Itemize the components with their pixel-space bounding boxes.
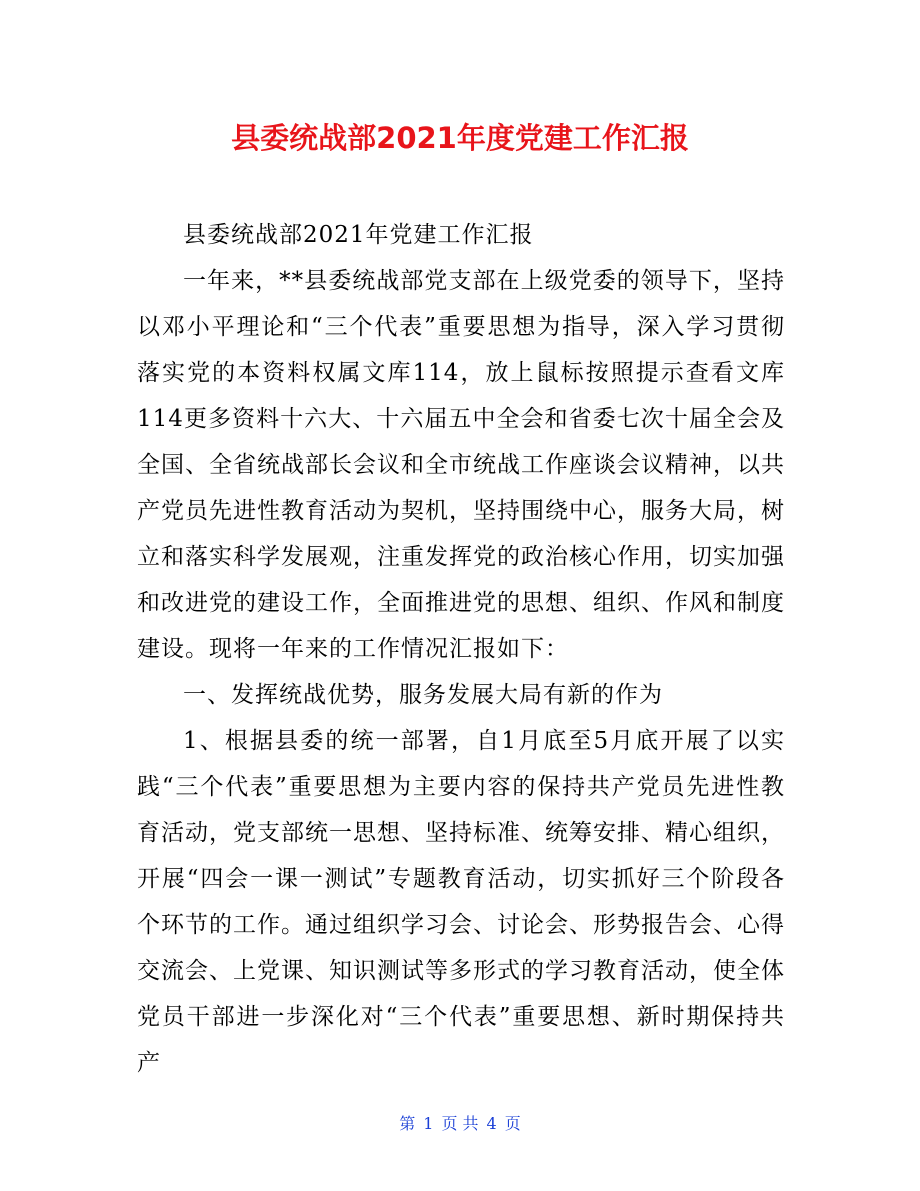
footer-page-number: 1 [423,1114,434,1133]
footer-prefix: 第 [399,1114,416,1133]
page-footer [0,1112,920,1136]
footer-suffix: 页 [504,1114,521,1133]
paragraph-subtitle: 县委统战部2021年党建工作汇报 [183,222,534,248]
document-body [137,212,785,1086]
document-title: 县委统战部2021年度党建工作汇报 [231,121,689,155]
footer-middle: 页 共 [441,1114,479,1133]
paragraph-intro: 一年来，**县委统战部党支部在上级党委的领导下，坚持以邓小平理论和“三个代表”重要思想为指导，深入学习贯彻落实党的本资料权属文库114，放上鼠标按照提示查看文库114更多资料十六大、十六届五中全会和省委七次十届全会及全国、全省统战部长会议和全市统战工作座谈会议精神，以共产党员先进性教育活动为契机，坚持围绕中心，服务大局，树立和落实科学发展观，注重发挥党的政治核心作用，切实加强和改进党的建设工作，全面推进党的思想、组织、作风和制度建设。现将一年来的工作情况汇报如下： [137,268,785,662]
paragraph-section-heading: 一、发挥统战优势，服务发展大局有新的作为 [183,682,663,708]
footer-total-pages: 4 [486,1114,497,1133]
paragraph-item-1: 1、根据县委的统一部署，自1月底至5月底开展了以实践“三个代表”重要思想为主要内容的保持共产党员先进性教育活动，党支部统一思想、坚持标准、统筹安排、精心组织，开展“四会一课一测试”专题教育活动，切实抓好三个阶段各个环节的工作。通过组织学习会、讨论会、形势报告会、心得交流会、上党课、知识测试等多形式的学习教育活动，使全体党员干部进一步深化对“三个代表”重要思想、新时期保持共产 [137,728,785,1076]
